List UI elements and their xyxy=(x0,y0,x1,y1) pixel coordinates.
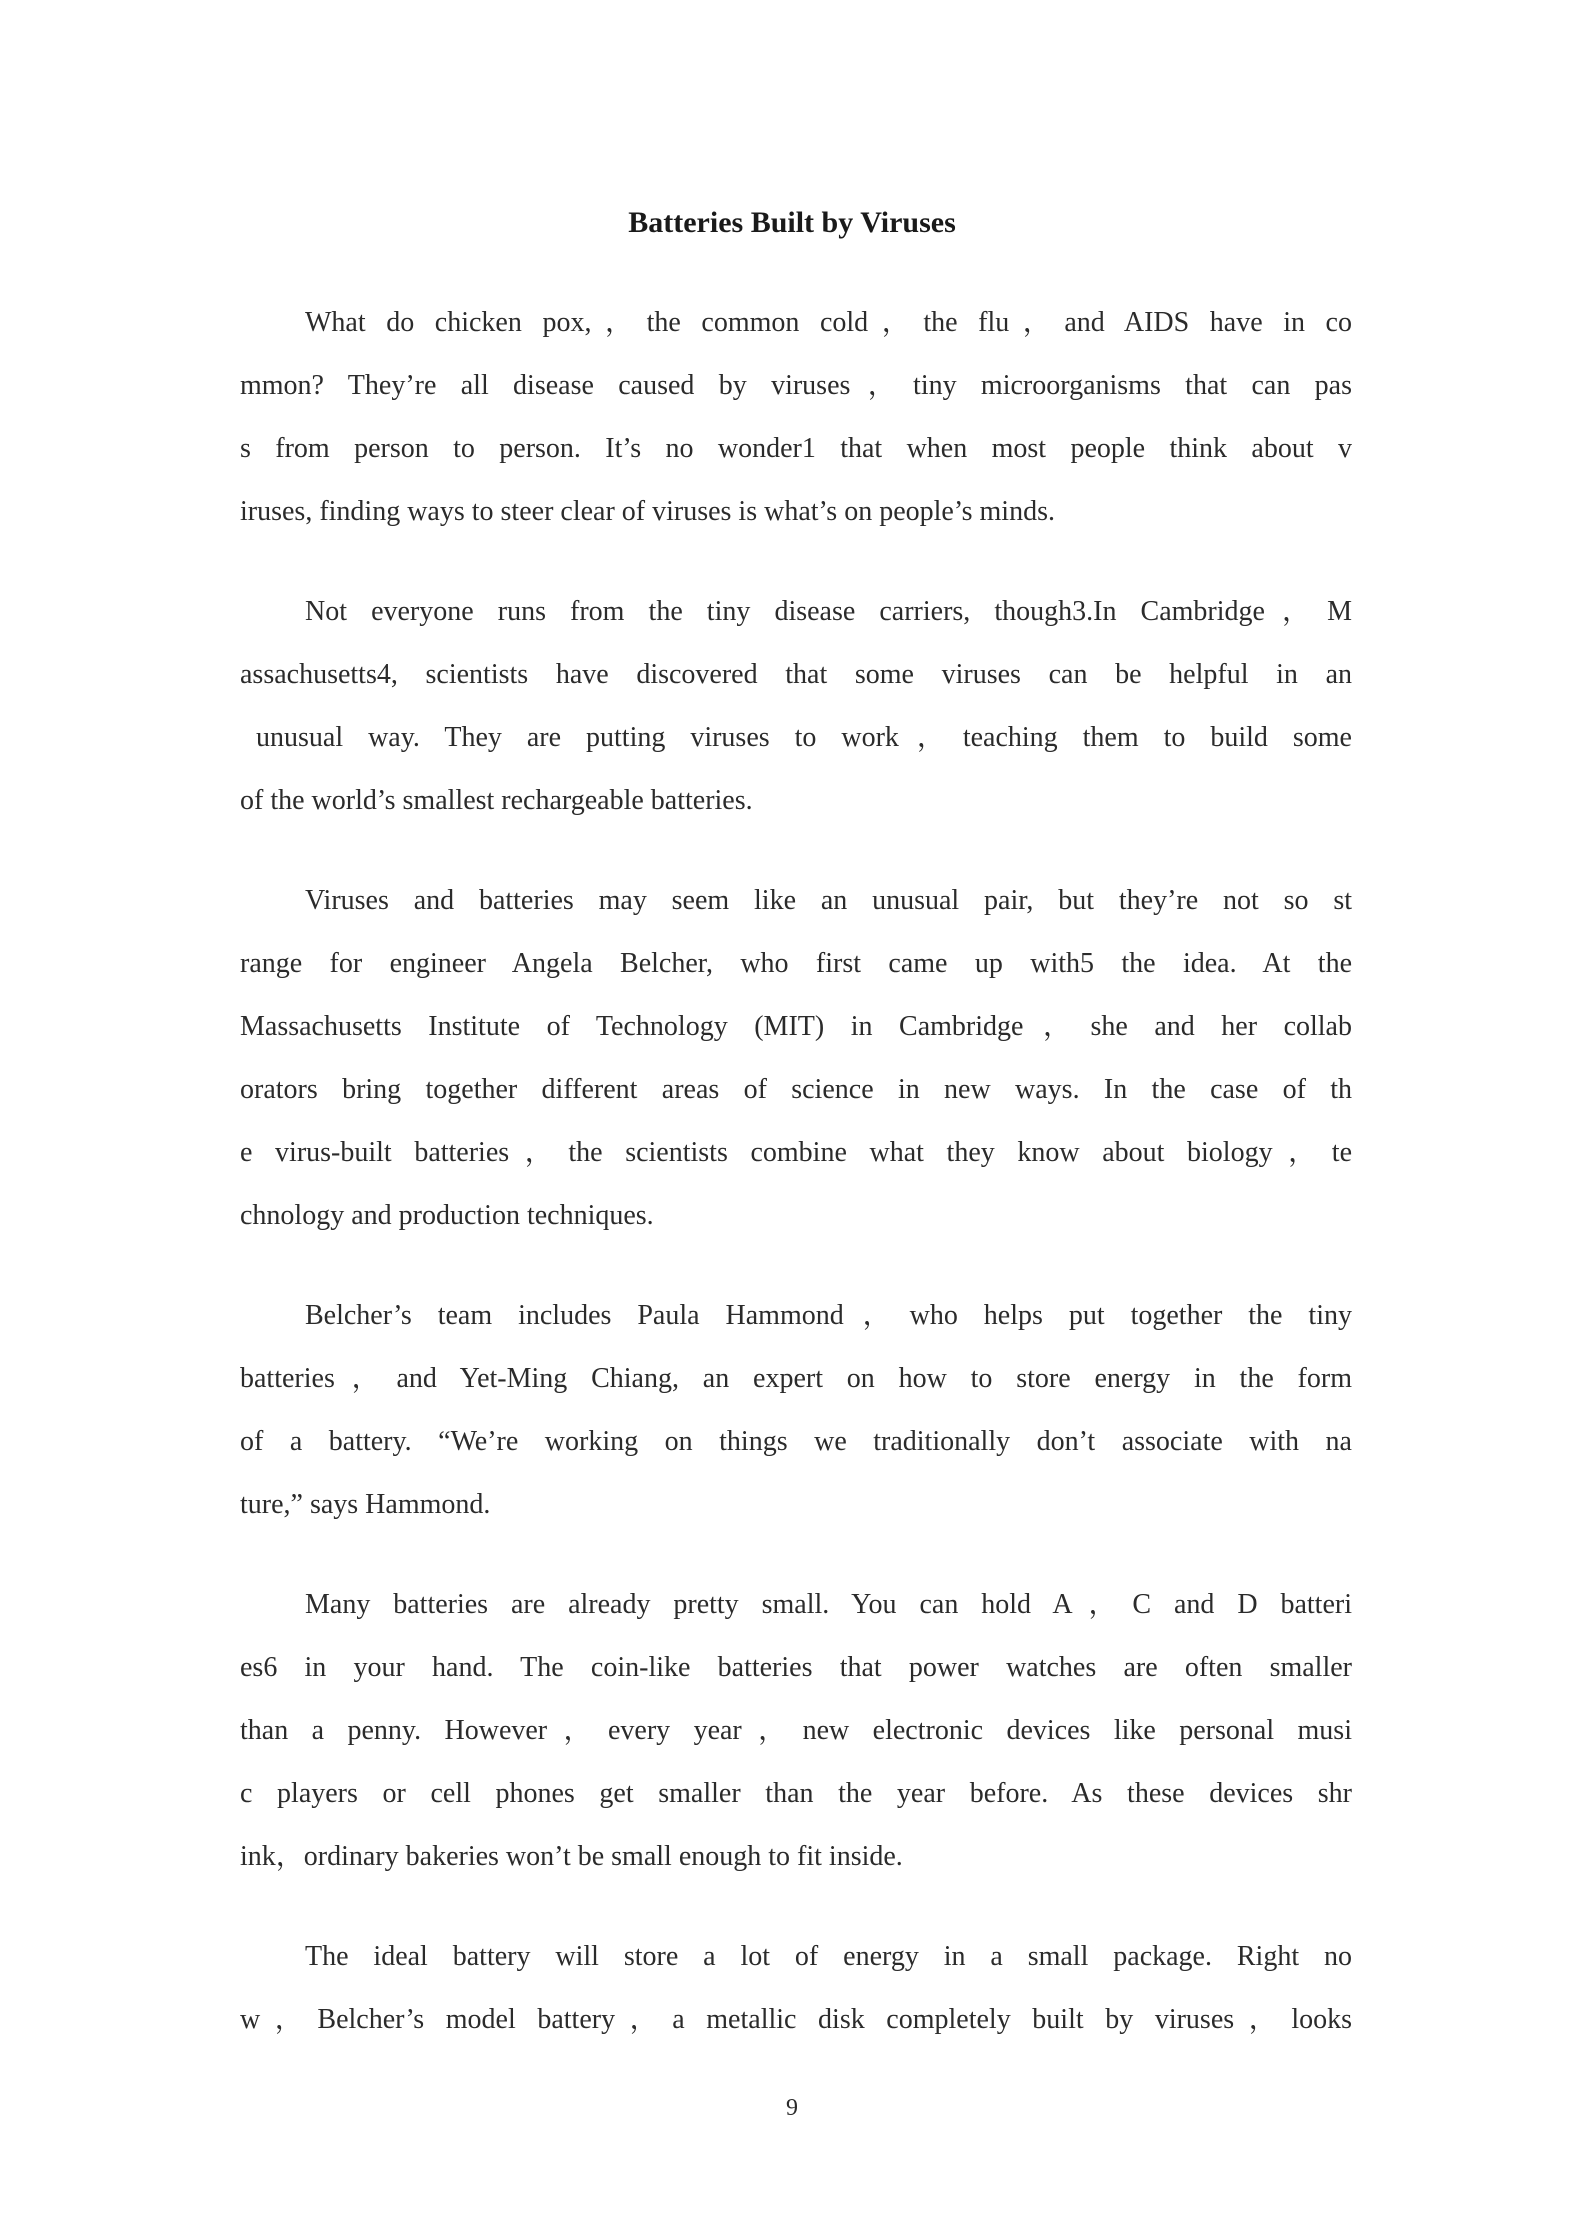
text-line: mmon? They’re all disease caused by viruses，tiny microorganisms that can pas xyxy=(240,370,1352,401)
text-line: unusual way. They are putting viruses to work，teaching them to build some xyxy=(256,722,1352,753)
text-line: Belcher’s team includes Paula Hammond，who helps put together the tiny xyxy=(305,1300,1352,1331)
text-line: ture,” says Hammond. xyxy=(240,1489,491,1520)
text-line: ink，ordinary bakeries won’t be small enough to fit inside. xyxy=(240,1841,903,1872)
text-line: of the world’s smallest rechargeable batteries. xyxy=(240,785,753,816)
text-line: Many batteries are already pretty small. You can hold A，C and D batteri xyxy=(305,1589,1352,1620)
text-line: of a battery. “We’re working on things we traditionally don’t associate with na xyxy=(240,1426,1352,1457)
page-number: 9 xyxy=(786,2095,798,2121)
text-line: e virus-built batteries，the scientists combine what they know about biology，te xyxy=(240,1137,1352,1168)
text-line: Not everyone runs from the tiny disease carriers, though3.In Cambridge，M xyxy=(305,596,1352,627)
document-title: Batteries Built by Viruses xyxy=(628,206,956,239)
text-line: c players or cell phones get smaller than the year before. As these devices shr xyxy=(240,1778,1352,1809)
text-line: w，Belcher’s model battery，a metallic disk completely built by viruses，looks xyxy=(240,2004,1352,2035)
text-line: orators bring together different areas of science in new ways. In the case of th xyxy=(240,1074,1352,1105)
text-line: chnology and production techniques. xyxy=(240,1200,654,1231)
text-line: es6 in your hand. The coin-like batteries that power watches are often smaller xyxy=(240,1652,1352,1683)
text-line: assachusetts4, scientists have discovered that some viruses can be helpful in an xyxy=(240,659,1352,690)
text-line: batteries，and Yet-Ming Chiang, an expert on how to store energy in the form xyxy=(240,1363,1352,1394)
text-line: range for engineer Angela Belcher, who first came up with5 the idea. At the xyxy=(240,948,1352,979)
text-line: than a penny. However，every year，new electronic devices like personal musi xyxy=(240,1715,1352,1746)
text-line: iruses, finding ways to steer clear of viruses is what’s on people’s minds. xyxy=(240,496,1055,527)
text-line: s from person to person. It’s no wonder1 that when most people think about v xyxy=(240,433,1352,464)
text-line: Viruses and batteries may seem like an unusual pair, but they’re not so st xyxy=(305,885,1352,916)
text-line: What do chicken pox,，the common cold，the flu，and AIDS have in co xyxy=(305,307,1352,338)
text-line: Massachusetts Institute of Technology (MIT) in Cambridge，she and her collab xyxy=(240,1011,1352,1042)
text-line: The ideal battery will store a lot of energy in a small package. Right no xyxy=(305,1941,1352,1972)
